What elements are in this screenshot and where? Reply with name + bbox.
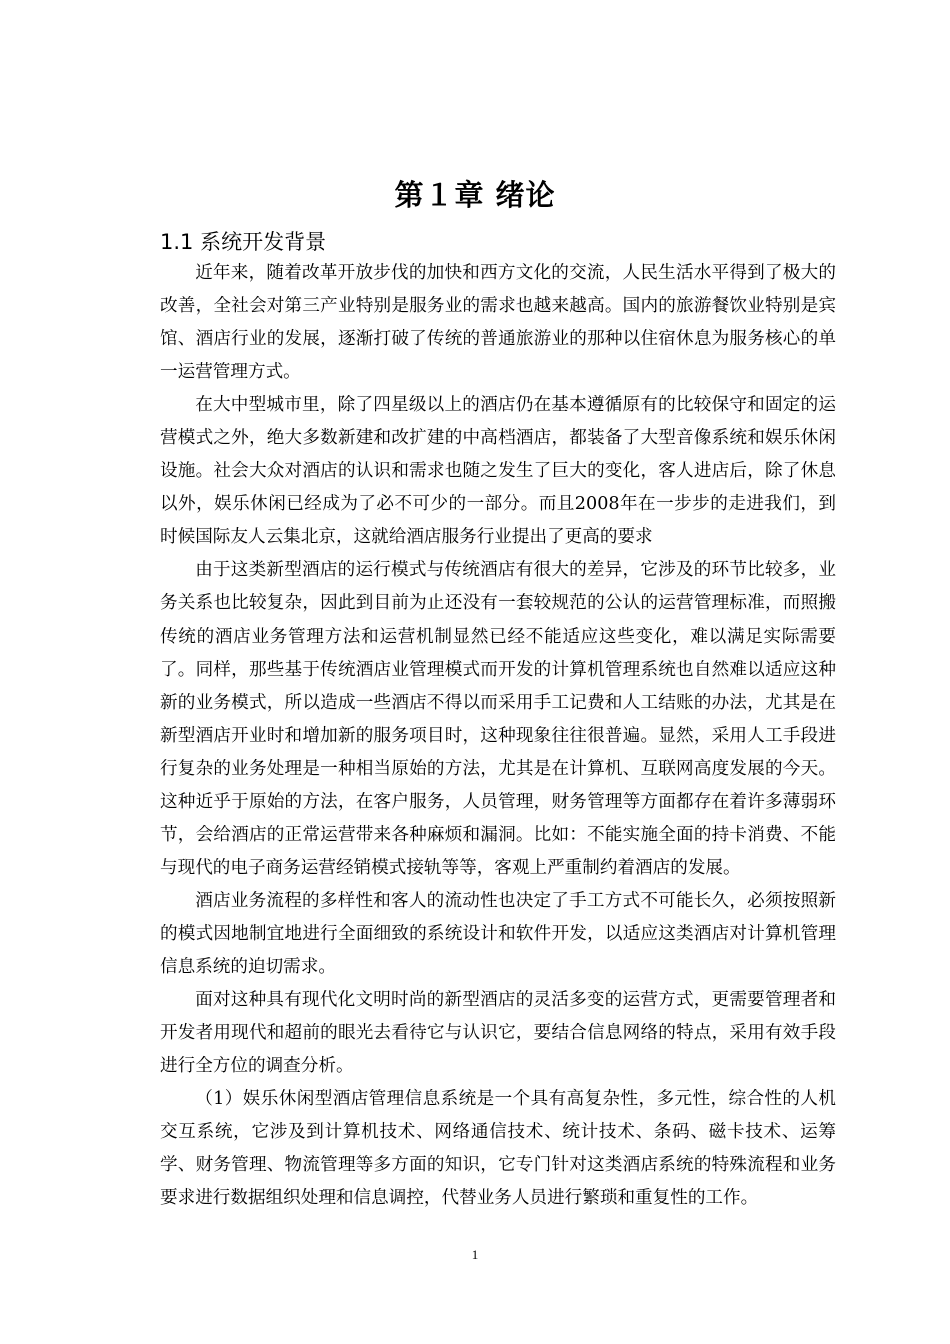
paragraph: 近年来，随着改革开放步伐的加快和西方文化的交流，人民生活水平得到了极大的改善，全社会对第三产业特别是服务业的需求也越来越高。国内的旅游餐饮业特别是宾馆、酒店行业的发展，逐渐打破了传统的普通旅游业的那种以住宿休息为服务核心的单一运营管理方式。 <box>160 263 836 383</box>
paragraph: 酒店业务流程的多样性和客人的流动性也决定了手工方式不可能长久，必须按照新的模式因地制宜地进行全面细致的系统设计和软件开发，以适应这类酒店对计算机管理信息系统的迫切需求。 <box>160 890 836 977</box>
paragraph: 在大中型城市里，除了四星级以上的酒店仍在基本遵循原有的比较保守和固定的运营模式之外，绝大多数新建和改扩建的中高档酒店，都装备了大型音像系统和娱乐休闲设施。社会大众对酒店的认识和需求也随之发生了巨大的变化，客人进店后，除了休息以外，娱乐休闲已经成为了必不可少的一部分。而且2008年在一步步的走进我们，到时候国际友人云集北京，这就给酒店服务行业提出了更高的要求 <box>160 395 836 548</box>
page-number: 1 <box>471 1247 479 1262</box>
body-text <box>160 257 836 1215</box>
paragraph: 由于这类新型酒店的运行模式与传统酒店有很大的差异，它涉及的环节比较多，业务关系也比较复杂，因此到目前为止还没有一套较规范的公认的运营管理标准，而照搬传统的酒店业务管理方法和运营机制显然已经不能适应这些变化，难以满足实际需要了。同样，那些基于传统酒店业管理模式而开发的计算机管理系统也自然难以适应这种新的业务模式，所以造成一些酒店不得以而采用手工记费和人工结账的办法，尤其是在新型酒店开业时和增加新的服务项目时，这种现象往往很普遍。显然，采用人工手段进行复杂的业务处理是一种相当原始的方法，尤其是在计算机、互联网高度发展的今天。这种近乎于原始的方法，在客户服务，人员管理，财务管理等方面都存在着许多薄弱环节，会给酒店的正常运营带来各种麻烦和漏洞。比如：不能实施全面的持卡消费、不能与现代的电子商务运营经销模式接轨等等，客观上严重制约着酒店的发展。 <box>160 560 836 878</box>
chapter-title: 第１章 绪论 <box>394 178 556 212</box>
paragraph: （1）娱乐休闲型酒店管理信息系统是一个具有高复杂性，多元性，综合性的人机交互系统，它涉及到计算机技术、网络通信技术、统计技术、条码、磁卡技术、运筹学、财务管理、物流管理等多方面的知识，它专门针对这类酒店系统的特殊流程和业务要求进行数据组织处理和信息调控，代替业务人员进行繁琐和重复性的工作。 <box>160 1089 836 1209</box>
section-title: 1.1 系统开发背景 <box>160 230 327 254</box>
paragraph: 面对这种具有现代化文明时尚的新型酒店的灵活多变的运营方式，更需要管理者和开发者用现代和超前的眼光去看待它与认识它，要结合信息网络的特点，采用有效手段进行全方位的调查分析。 <box>160 990 836 1077</box>
